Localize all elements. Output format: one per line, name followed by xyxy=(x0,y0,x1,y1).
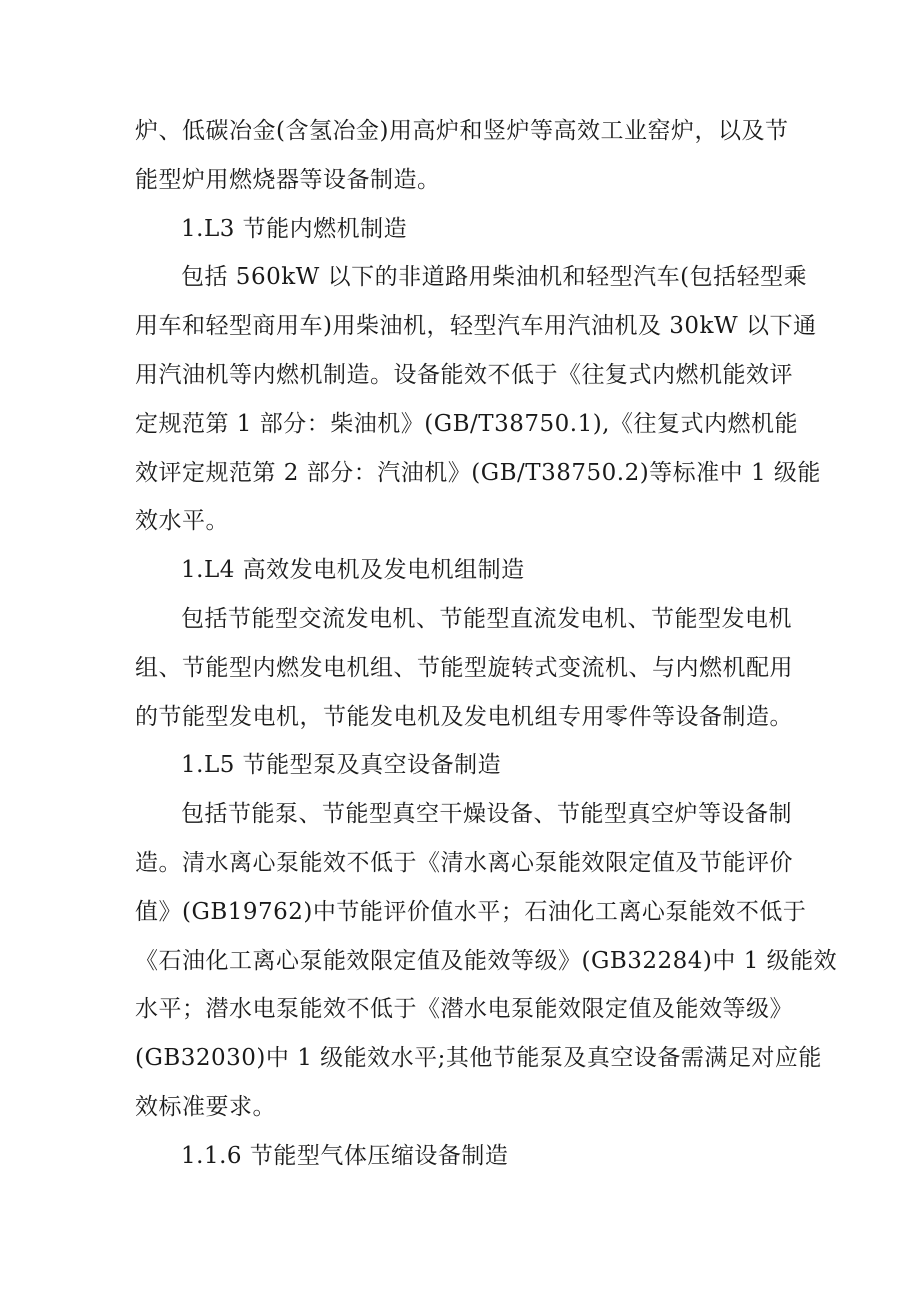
paragraph-line: 效水平。 xyxy=(135,508,229,535)
paragraph-line: 效评定规范第 2 部分：汽油机》(GB/T38750.2)等标准中 1 级能 xyxy=(135,459,821,486)
paragraph-line: 造。清水离心泵能效不低于《清水离心泵能效限定值及节能评价 xyxy=(135,849,793,876)
paragraph-line: 《石油化工离心泵能效限定值及能效等级》(GB32284)中 1 级能效 xyxy=(135,947,838,974)
paragraph-line: 能型炉用燃烧器等设备制造。 xyxy=(135,166,441,193)
section-heading-1-l3: 1.L3 节能内燃机制造 xyxy=(181,215,408,242)
section-heading-1-l4: 1.L4 高效发电机及发电机组制造 xyxy=(181,557,525,584)
section-heading-1-1-6: 1.1.6 节能型气体压缩设备制造 xyxy=(181,1142,509,1169)
paragraph-line: 组、节能型内燃发电机组、节能型旋转式变流机、与内燃机配用 xyxy=(135,654,793,681)
paragraph-line: 用车和轻型商用车)用柴油机，轻型汽车用汽油机及 30kW 以下通 xyxy=(135,313,817,340)
section-heading-1-l5: 1.L5 节能型泵及真空设备制造 xyxy=(181,752,502,779)
paragraph-line: (GB32030)中 1 级能效水平;其他节能泵及真空设备需满足对应能 xyxy=(135,1045,822,1072)
paragraph-line: 包括节能泵、节能型真空干燥设备、节能型真空炉等设备制 xyxy=(181,801,792,828)
paragraph-line: 用汽油机等内燃机制造。设备能效不低于《往复式内燃机能效评 xyxy=(135,361,793,388)
paragraph-line: 定规范第 1 部分：柴油机》(GB/T38750.1),《往复式内燃机能 xyxy=(135,410,798,437)
paragraph-line: 水平；潜水电泵能效不低于《潜水电泵能效限定值及能效等级》 xyxy=(135,996,793,1023)
paragraph-line: 炉、低碳冶金(含氢冶金)用高炉和竖炉等高效工业窑炉，以及节 xyxy=(135,118,789,144)
paragraph-line: 值》(GB19762)中节能评价值水平；石油化工离心泵能效不低于 xyxy=(135,898,807,925)
paragraph-line: 包括节能型交流发电机、节能型直流发电机、节能型发电机 xyxy=(181,605,792,632)
paragraph-line: 包括 560kW 以下的非道路用柴油机和轻型汽车(包括轻型乘 xyxy=(181,264,808,291)
paragraph-line: 效标准要求。 xyxy=(135,1093,276,1120)
document-body xyxy=(135,107,838,1181)
paragraph-line: 的节能型发电机，节能发电机及发电机组专用零件等设备制造。 xyxy=(135,703,793,730)
